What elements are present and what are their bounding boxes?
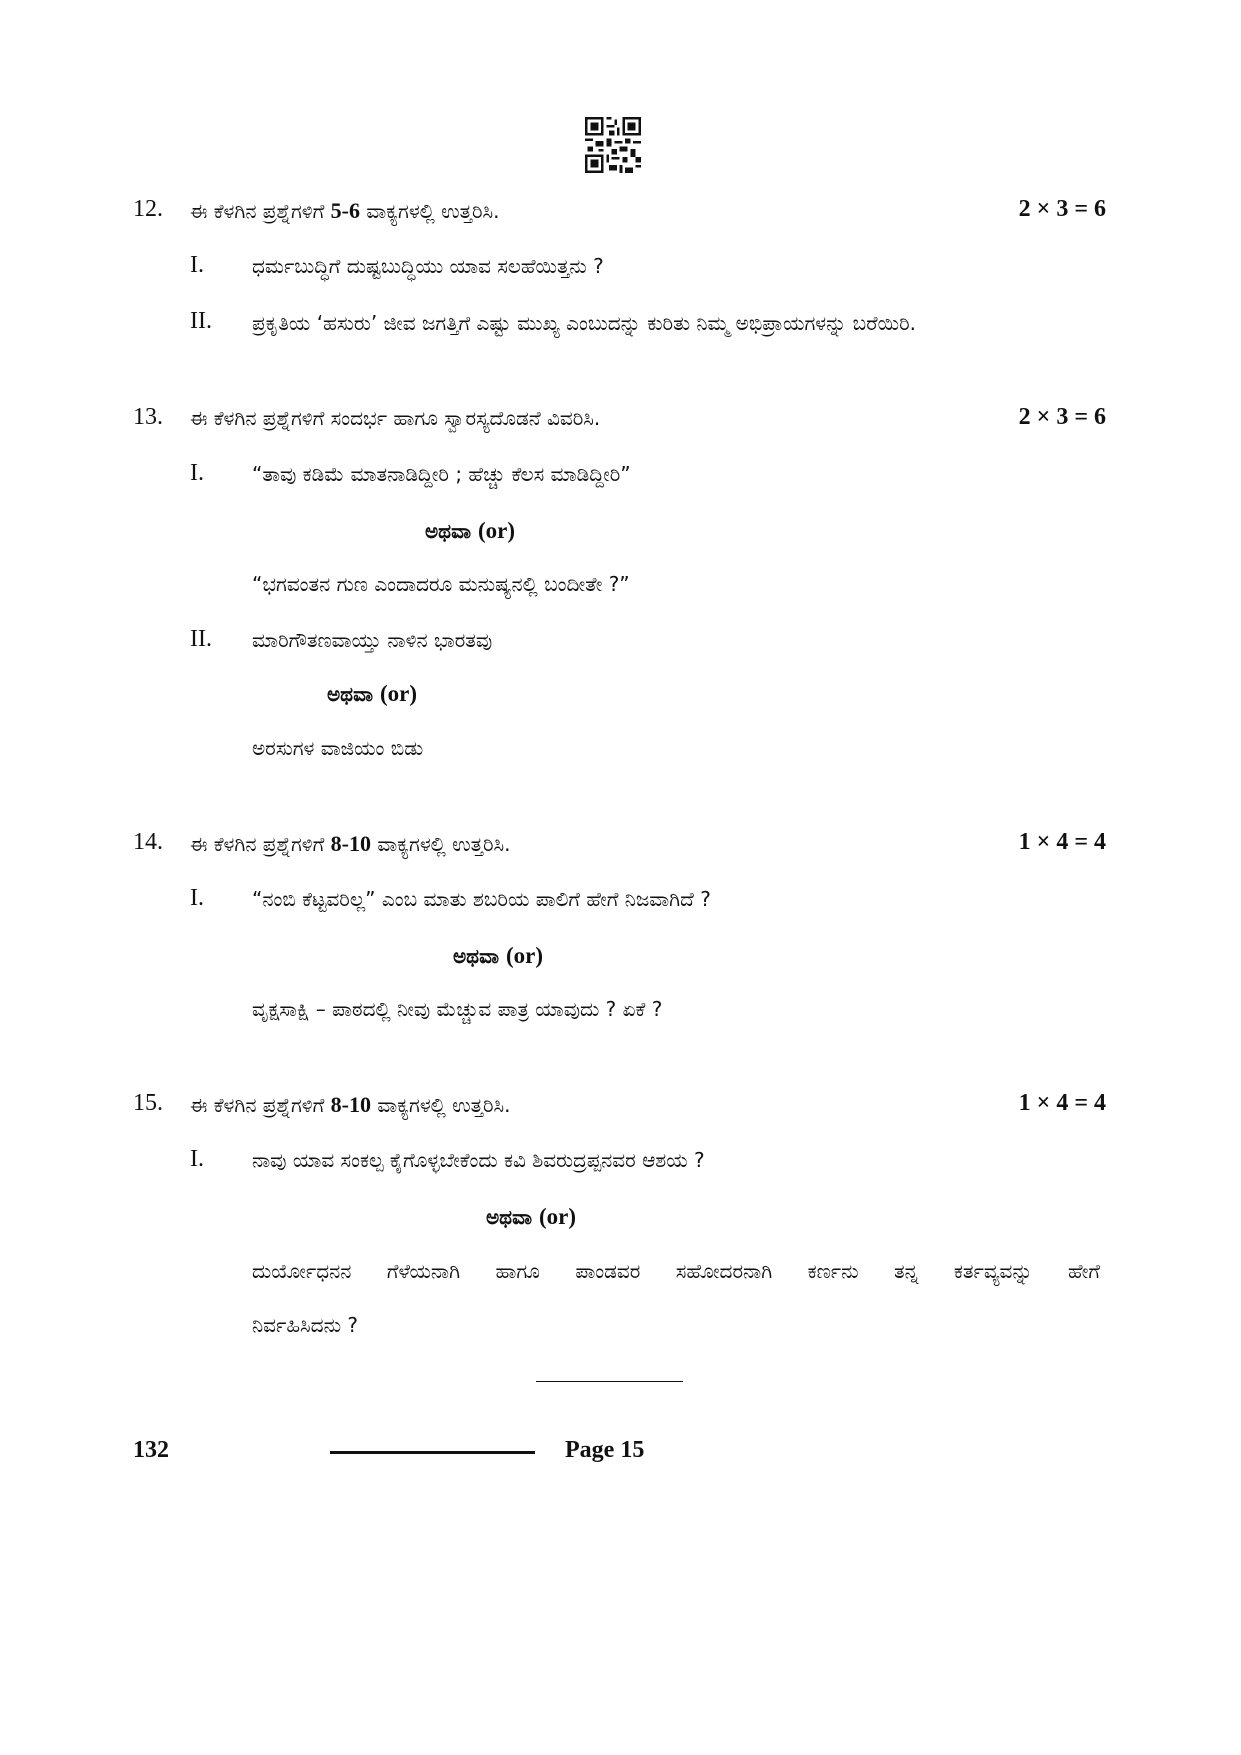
sub-question-alternative-line: ದುರ್ಯೋಧನನ ಗೆಳೆಯನಾಗಿ ಹಾಗೂ ಪಾಂಡವರ ಸಹೋದರನಾಗಿ ಕರ್ಣನು ತನ್ನ ಕರ್ತವ್ಯವನ್ನು ಹೇಗೆ <box>252 1259 1100 1283</box>
footer-divider <box>330 1451 535 1454</box>
question-marks: 2 × 3 = 6 <box>1018 404 1106 430</box>
sub-question-alternative: “ಭಗವಂತನ ಗುಣ ಎಂದಾದರೂ ಮನುಷ್ಯನಲ್ಲಿ ಬಂದೀತೇ ?” <box>252 572 630 596</box>
sub-question-number: II. <box>190 308 212 334</box>
or-label: ಅಥವಾ (or) <box>327 681 417 706</box>
end-divider <box>536 1381 683 1382</box>
sub-question-number: I. <box>190 885 204 911</box>
or-label: ಅಥವಾ (or) <box>486 1204 576 1229</box>
question-marks: 2 × 3 = 6 <box>1018 196 1106 222</box>
sub-question-number: II. <box>190 626 212 652</box>
sub-question-text: ನಾವು ಯಾವ ಸಂಕಲ್ಪ ಕೈಗೊಳ್ಳಬೇಕೆಂದು ಕವಿ ಶಿವರುದ್ರಪ್ಪನವರ ಆಶಯ ? <box>252 1148 705 1172</box>
sub-question-alternative: ವೃಕ್ಷಸಾಕ್ಷಿ – ಪಾಠದಲ್ಲಿ ನೀವು ಮೆಚ್ಚುವ ಪಾತ್ರ ಯಾವುದು ? ಏಕೆ ? <box>252 997 663 1021</box>
sub-question-number: I. <box>190 1146 204 1172</box>
sub-question-text: “ತಾವು ಕಡಿಮೆ ಮಾತನಾಡಿದ್ದೀರಿ ; ಹೆಚ್ಚು ಕೆಲಸ ಮಾಡಿದ್ದೀರಿ” <box>252 462 631 486</box>
question-number: 14. <box>133 829 163 855</box>
question-prompt: ಈ ಕೆಳಗಿನ ಪ್ರಶ್ನೆಗಳಿಗೆ 8-10 ವಾಕ್ಯಗಳಲ್ಲಿ ಉತ್ತರಿಸಿ. <box>190 1092 511 1117</box>
question-number: 15. <box>133 1090 163 1116</box>
question-number: 13. <box>133 404 163 430</box>
question-prompt: ಈ ಕೆಳಗಿನ ಪ್ರಶ್ನೆಗಳಿಗೆ 5-6 ವಾಕ್ಯಗಳಲ್ಲಿ ಉತ್ತರಿಸಿ. <box>190 198 500 223</box>
qr-code <box>585 117 641 173</box>
sub-question-alternative-line: ನಿರ್ವಹಿಸಿದನು ? <box>252 1313 359 1337</box>
page-number: Page 15 <box>565 1437 645 1463</box>
sub-question-text: ಪ್ರಕೃತಿಯ ‘ಹಸುರು’ ಜೀವ ಜಗತ್ತಿಗೆ ಎಷ್ಟು ಮುಖ್ಯ ಎಂಬುದನ್ನು ಕುರಿತು ನಿಮ್ಮ ಅಭಿಪ್ರಾಯಗಳನ್ನು ಬರೆಯಿರಿ. <box>252 311 916 335</box>
question-prompt: ಈ ಕೆಳಗಿನ ಪ್ರಶ್ನೆಗಳಿಗೆ 8-10 ವಾಕ್ಯಗಳಲ್ಲಿ ಉತ್ತರಿಸಿ. <box>190 831 511 856</box>
sub-question-text: ಮಾರಿಗೌತಣವಾಯ್ತು ನಾಳಿನ ಭಾರತವು <box>252 628 493 652</box>
question-number: 12. <box>133 196 163 222</box>
question-marks: 1 × 4 = 4 <box>1018 829 1106 855</box>
or-label: ಅಥವಾ (or) <box>425 518 515 543</box>
sub-question-number: I. <box>190 252 204 278</box>
or-label: ಅಥವಾ (or) <box>453 943 543 968</box>
sub-question-number: I. <box>190 460 204 486</box>
sub-question-text: “ನಂಬಿ ಕೆಟ್ಟವರಿಲ್ಲ” ಎಂಬ ಮಾತು ಶಬರಿಯ ಪಾಲಿಗೆ ಹೇಗೆ ನಿಜವಾಗಿದೆ ? <box>252 887 711 911</box>
question-marks: 1 × 4 = 4 <box>1018 1090 1106 1116</box>
sub-question-alternative: ಅರಸುಗಳ ವಾಜಿಯಂ ಬಿಡು <box>252 736 424 760</box>
sub-question-text: ಧರ್ಮಬುದ್ಧಿಗೆ ದುಷ್ಟಬುದ್ಧಿಯು ಯಾವ ಸಲಹೆಯಿತ್ತನು ? <box>252 254 604 278</box>
question-prompt: ಈ ಕೆಳಗಿನ ಪ್ರಶ್ನೆಗಳಿಗೆ ಸಂದರ್ಭ ಹಾಗೂ ಸ್ವಾರಸ್ಯದೊಡನೆ ವಿವರಿಸಿ. <box>190 406 601 430</box>
paper-code: 132 <box>133 1437 169 1463</box>
